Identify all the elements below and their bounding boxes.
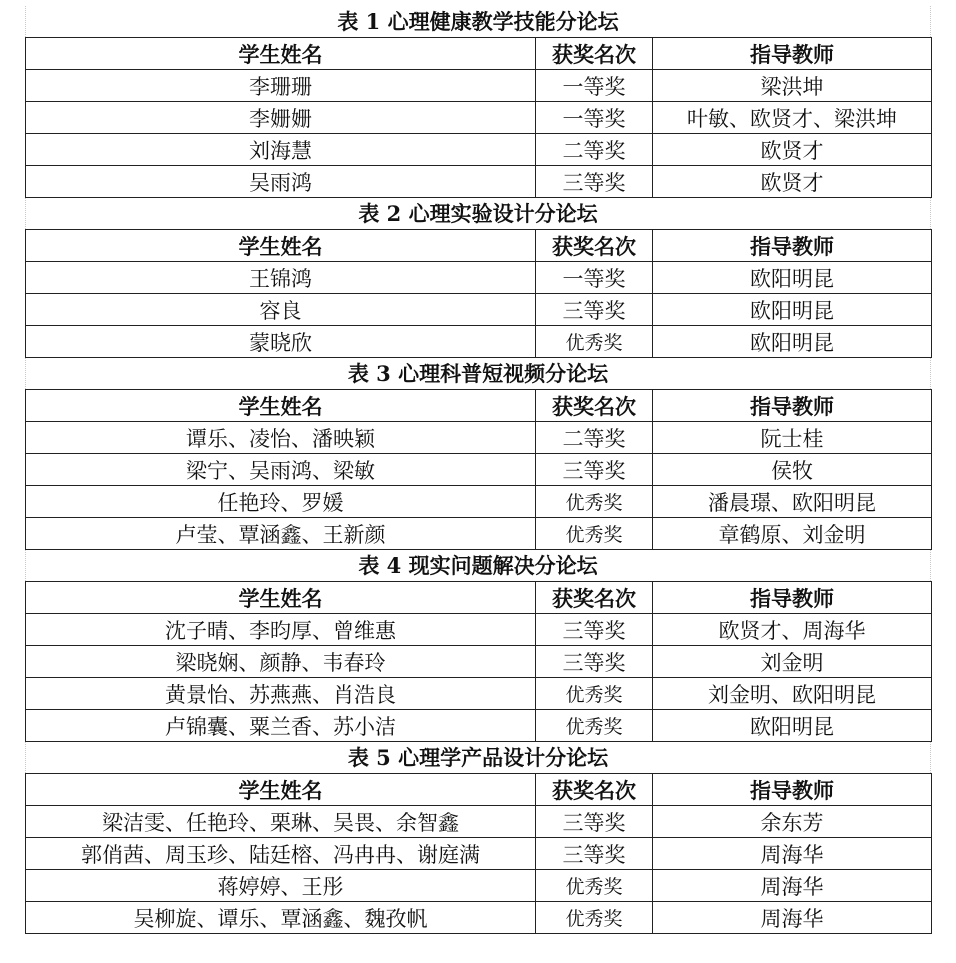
student-names-cell: 蒙晓欣 — [26, 326, 536, 358]
header-award-rank: 获奖名次 — [536, 774, 653, 806]
table-caption: 表 4 现实问题解决分论坛 — [25, 550, 931, 581]
award-rank-cell: 三等奖 — [536, 294, 653, 326]
student-names-cell: 沈子晴、李昀厚、曾维惠 — [26, 614, 536, 646]
student-names-cell: 吴柳旋、谭乐、覃涵鑫、魏孜帆 — [26, 902, 536, 934]
award-rank-cell: 一等奖 — [536, 70, 653, 102]
student-names-cell: 卢莹、覃涵鑫、王新颜 — [26, 518, 536, 550]
award-rank-cell: 三等奖 — [536, 614, 653, 646]
table-row — [26, 166, 932, 198]
student-names-cell: 李姗姗 — [26, 102, 536, 134]
header-advisor: 指导教师 — [653, 38, 932, 70]
student-names-cell: 谭乐、凌怡、潘映颖 — [26, 422, 536, 454]
table-header-row — [26, 774, 932, 806]
header-student-name: 学生姓名 — [26, 390, 536, 422]
table-row — [26, 710, 932, 742]
advisor-cell: 欧阳明昆 — [653, 294, 932, 326]
award-rank-cell: 优秀奖 — [536, 870, 653, 902]
table-caption: 表 1 心理健康教学技能分论坛 — [25, 6, 931, 37]
student-names-cell: 李珊珊 — [26, 70, 536, 102]
award-rank-cell: 一等奖 — [536, 262, 653, 294]
advisor-cell: 潘晨璟、欧阳明昆 — [653, 486, 932, 518]
award-rank-cell: 三等奖 — [536, 806, 653, 838]
table-row — [26, 646, 932, 678]
table-row — [26, 294, 932, 326]
student-names-cell: 郭俏茜、周玉珍、陆廷榕、冯冉冉、谢庭满 — [26, 838, 536, 870]
award-rank-cell: 三等奖 — [536, 166, 653, 198]
student-names-cell: 梁晓娴、颜静、韦春玲 — [26, 646, 536, 678]
header-award-rank: 获奖名次 — [536, 390, 653, 422]
award-rank-cell: 三等奖 — [536, 838, 653, 870]
student-names-cell: 任艳玲、罗媛 — [26, 486, 536, 518]
table-caption: 表 2 心理实验设计分论坛 — [25, 198, 931, 229]
table-row — [26, 262, 932, 294]
student-names-cell: 卢锦囊、粟兰香、苏小洁 — [26, 710, 536, 742]
table-row — [26, 454, 932, 486]
award-rank-cell: 优秀奖 — [536, 902, 653, 934]
header-award-rank: 获奖名次 — [536, 38, 653, 70]
advisor-cell: 周海华 — [653, 838, 932, 870]
advisor-cell: 欧贤才、周海华 — [653, 614, 932, 646]
advisor-cell: 刘金明、欧阳明昆 — [653, 678, 932, 710]
student-names-cell: 蒋婷婷、王彤 — [26, 870, 536, 902]
table-row — [26, 134, 932, 166]
table-header-row — [26, 390, 932, 422]
award-rank-cell: 优秀奖 — [536, 710, 653, 742]
table-row — [26, 870, 932, 902]
table-row — [26, 614, 932, 646]
award-document — [25, 6, 931, 934]
table-row — [26, 838, 932, 870]
student-names-cell: 王锦鸿 — [26, 262, 536, 294]
advisor-cell: 余东芳 — [653, 806, 932, 838]
table-row — [26, 806, 932, 838]
award-table — [25, 389, 932, 550]
table-row — [26, 102, 932, 134]
header-student-name: 学生姓名 — [26, 38, 536, 70]
award-rank-cell: 优秀奖 — [536, 678, 653, 710]
header-advisor: 指导教师 — [653, 230, 932, 262]
advisor-cell: 叶敏、欧贤才、梁洪坤 — [653, 102, 932, 134]
table-row — [26, 422, 932, 454]
table-header-row — [26, 582, 932, 614]
header-advisor: 指导教师 — [653, 774, 932, 806]
table-header-row — [26, 38, 932, 70]
table-row — [26, 902, 932, 934]
advisor-cell: 梁洪坤 — [653, 70, 932, 102]
header-student-name: 学生姓名 — [26, 774, 536, 806]
student-names-cell: 刘海慧 — [26, 134, 536, 166]
student-names-cell: 梁宁、吴雨鸿、梁敏 — [26, 454, 536, 486]
award-rank-cell: 优秀奖 — [536, 486, 653, 518]
table-caption: 表 5 心理学产品设计分论坛 — [25, 742, 931, 773]
advisor-cell: 欧贤才 — [653, 166, 932, 198]
award-rank-cell: 三等奖 — [536, 454, 653, 486]
header-award-rank: 获奖名次 — [536, 582, 653, 614]
advisor-cell: 刘金明 — [653, 646, 932, 678]
advisor-cell: 周海华 — [653, 870, 932, 902]
advisor-cell: 阮士桂 — [653, 422, 932, 454]
student-names-cell: 黄景怡、苏燕燕、肖浩良 — [26, 678, 536, 710]
advisor-cell: 章鹤原、刘金明 — [653, 518, 932, 550]
award-rank-cell: 三等奖 — [536, 646, 653, 678]
award-rank-cell: 二等奖 — [536, 422, 653, 454]
award-table — [25, 37, 932, 198]
header-student-name: 学生姓名 — [26, 230, 536, 262]
student-names-cell: 吴雨鸿 — [26, 166, 536, 198]
header-advisor: 指导教师 — [653, 582, 932, 614]
advisor-cell: 欧阳明昆 — [653, 710, 932, 742]
table-caption: 表 3 心理科普短视频分论坛 — [25, 358, 931, 389]
award-rank-cell: 二等奖 — [536, 134, 653, 166]
student-names-cell: 梁洁雯、任艳玲、栗琳、吴畏、余智鑫 — [26, 806, 536, 838]
award-table — [25, 773, 932, 934]
award-table — [25, 581, 932, 742]
student-names-cell: 容良 — [26, 294, 536, 326]
award-rank-cell: 优秀奖 — [536, 518, 653, 550]
table-row — [26, 70, 932, 102]
table-header-row — [26, 230, 932, 262]
advisor-cell: 侯牧 — [653, 454, 932, 486]
award-table — [25, 229, 932, 358]
header-award-rank: 获奖名次 — [536, 230, 653, 262]
advisor-cell: 欧贤才 — [653, 134, 932, 166]
table-row — [26, 486, 932, 518]
table-row — [26, 326, 932, 358]
table-row — [26, 518, 932, 550]
award-rank-cell: 优秀奖 — [536, 326, 653, 358]
advisor-cell: 欧阳明昆 — [653, 326, 932, 358]
table-row — [26, 678, 932, 710]
advisor-cell: 欧阳明昆 — [653, 262, 932, 294]
award-rank-cell: 一等奖 — [536, 102, 653, 134]
header-advisor: 指导教师 — [653, 390, 932, 422]
advisor-cell: 周海华 — [653, 902, 932, 934]
header-student-name: 学生姓名 — [26, 582, 536, 614]
